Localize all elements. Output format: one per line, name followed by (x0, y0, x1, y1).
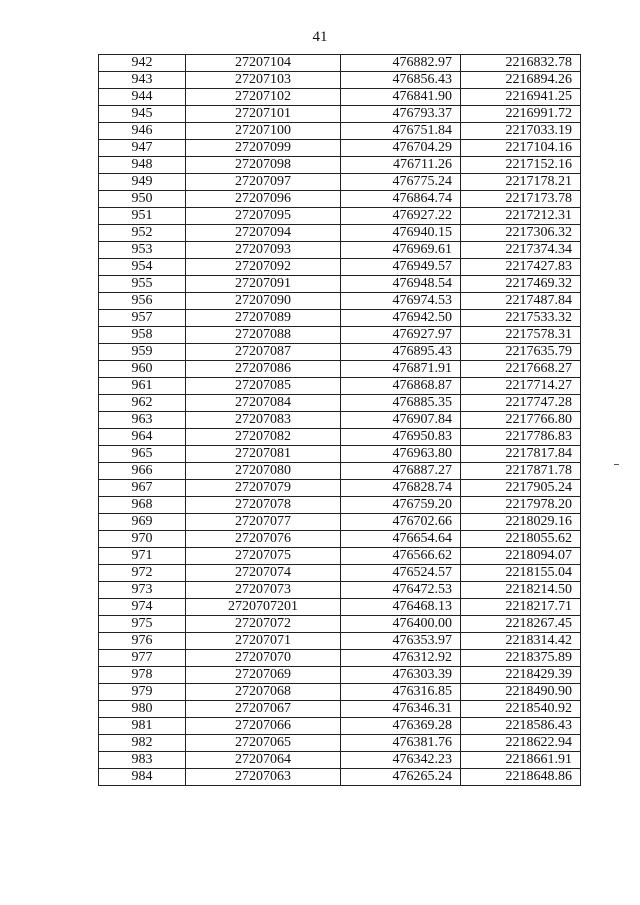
cell-point-id: 27207073 (186, 582, 341, 599)
cell-x: 476882.97 (341, 55, 461, 72)
table-row (99, 684, 581, 701)
cell-point-id: 27207074 (186, 565, 341, 582)
cell-y: 2217487.84 (461, 293, 581, 310)
cell-row-index: 946 (99, 123, 186, 140)
table-row (99, 531, 581, 548)
table-row (99, 446, 581, 463)
cell-y: 2218540.92 (461, 701, 581, 718)
cell-x: 476566.62 (341, 548, 461, 565)
cell-row-index: 973 (99, 582, 186, 599)
cell-x: 476759.20 (341, 497, 461, 514)
cell-point-id: 27207091 (186, 276, 341, 293)
cell-point-id: 2720707201 (186, 599, 341, 616)
cell-row-index: 980 (99, 701, 186, 718)
cell-y: 2216832.78 (461, 55, 581, 72)
cell-point-id: 27207068 (186, 684, 341, 701)
cell-y: 2218661.91 (461, 752, 581, 769)
cell-row-index: 962 (99, 395, 186, 412)
cell-y: 2218267.45 (461, 616, 581, 633)
cell-y: 2218429.39 (461, 667, 581, 684)
cell-y: 2216991.72 (461, 106, 581, 123)
cell-point-id: 27207075 (186, 548, 341, 565)
cell-y: 2217578.31 (461, 327, 581, 344)
cell-x: 476895.43 (341, 344, 461, 361)
cell-row-index: 963 (99, 412, 186, 429)
cell-row-index: 979 (99, 684, 186, 701)
table-row (99, 463, 581, 480)
cell-row-index: 944 (99, 89, 186, 106)
cell-row-index: 950 (99, 191, 186, 208)
cell-x: 476864.74 (341, 191, 461, 208)
table-row (99, 293, 581, 310)
table-row (99, 548, 581, 565)
cell-point-id: 27207067 (186, 701, 341, 718)
cell-y: 2216941.25 (461, 89, 581, 106)
cell-x: 476316.85 (341, 684, 461, 701)
cell-y: 2217786.83 (461, 429, 581, 446)
cell-y: 2217104.16 (461, 140, 581, 157)
cell-x: 476468.13 (341, 599, 461, 616)
cell-y: 2218094.07 (461, 548, 581, 565)
table-row (99, 514, 581, 531)
table-row (99, 242, 581, 259)
cell-point-id: 27207076 (186, 531, 341, 548)
cell-y: 2218055.62 (461, 531, 581, 548)
cell-point-id: 27207090 (186, 293, 341, 310)
cell-y: 2217978.20 (461, 497, 581, 514)
table-row (99, 89, 581, 106)
cell-y: 2217766.80 (461, 412, 581, 429)
cell-x: 476927.97 (341, 327, 461, 344)
cell-row-index: 961 (99, 378, 186, 395)
cell-x: 476312.92 (341, 650, 461, 667)
cell-row-index: 954 (99, 259, 186, 276)
table-row (99, 497, 581, 514)
cell-row-index: 960 (99, 361, 186, 378)
cell-x: 476524.57 (341, 565, 461, 582)
cell-row-index: 983 (99, 752, 186, 769)
cell-x: 476969.61 (341, 242, 461, 259)
table-row (99, 259, 581, 276)
table-row (99, 140, 581, 157)
cell-x: 476303.39 (341, 667, 461, 684)
cell-x: 476950.83 (341, 429, 461, 446)
cell-x: 476702.66 (341, 514, 461, 531)
cell-x: 476704.29 (341, 140, 461, 157)
cell-point-id: 27207082 (186, 429, 341, 446)
cell-point-id: 27207103 (186, 72, 341, 89)
cell-row-index: 971 (99, 548, 186, 565)
cell-x: 476942.50 (341, 310, 461, 327)
cell-row-index: 984 (99, 769, 186, 786)
cell-y: 2217905.24 (461, 480, 581, 497)
cell-point-id: 27207070 (186, 650, 341, 667)
cell-y: 2217714.27 (461, 378, 581, 395)
cell-x: 476654.64 (341, 531, 461, 548)
cell-y: 2217817.84 (461, 446, 581, 463)
cell-row-index: 949 (99, 174, 186, 191)
table-row (99, 667, 581, 684)
cell-point-id: 27207095 (186, 208, 341, 225)
cell-row-index: 964 (99, 429, 186, 446)
cell-row-index: 955 (99, 276, 186, 293)
cell-x: 476346.31 (341, 701, 461, 718)
cell-y: 2218648.86 (461, 769, 581, 786)
cell-x: 476907.84 (341, 412, 461, 429)
table-row (99, 106, 581, 123)
cell-row-index: 970 (99, 531, 186, 548)
cell-point-id: 27207086 (186, 361, 341, 378)
cell-row-index: 959 (99, 344, 186, 361)
table-row (99, 735, 581, 752)
cell-row-index: 972 (99, 565, 186, 582)
cell-x: 476369.28 (341, 718, 461, 735)
cell-y: 2218622.94 (461, 735, 581, 752)
table-row (99, 480, 581, 497)
cell-x: 476841.90 (341, 89, 461, 106)
cell-row-index: 956 (99, 293, 186, 310)
table-row (99, 157, 581, 174)
cell-y: 2217668.27 (461, 361, 581, 378)
table-row (99, 378, 581, 395)
cell-x: 476887.27 (341, 463, 461, 480)
table-row (99, 429, 581, 446)
cell-row-index: 945 (99, 106, 186, 123)
cell-y: 2217173.78 (461, 191, 581, 208)
cell-point-id: 27207101 (186, 106, 341, 123)
table-row (99, 327, 581, 344)
cell-row-index: 942 (99, 55, 186, 72)
cell-point-id: 27207092 (186, 259, 341, 276)
cell-x: 476775.24 (341, 174, 461, 191)
table-row (99, 55, 581, 72)
cell-x: 476381.76 (341, 735, 461, 752)
table-row (99, 565, 581, 582)
cell-x: 476963.80 (341, 446, 461, 463)
cell-row-index: 982 (99, 735, 186, 752)
table-row (99, 208, 581, 225)
cell-row-index: 968 (99, 497, 186, 514)
cell-x: 476793.37 (341, 106, 461, 123)
cell-y: 2217469.32 (461, 276, 581, 293)
table-row (99, 123, 581, 140)
cell-x: 476974.53 (341, 293, 461, 310)
cell-x: 476885.35 (341, 395, 461, 412)
cell-row-index: 953 (99, 242, 186, 259)
cell-y: 2217212.31 (461, 208, 581, 225)
cell-point-id: 27207089 (186, 310, 341, 327)
cell-point-id: 27207102 (186, 89, 341, 106)
cell-point-id: 27207078 (186, 497, 341, 514)
cell-point-id: 27207085 (186, 378, 341, 395)
coordinates-table-body (99, 55, 581, 786)
cell-point-id: 27207087 (186, 344, 341, 361)
cell-point-id: 27207066 (186, 718, 341, 735)
cell-row-index: 957 (99, 310, 186, 327)
cell-x: 476948.54 (341, 276, 461, 293)
cell-point-id: 27207080 (186, 463, 341, 480)
cell-point-id: 27207093 (186, 242, 341, 259)
table-row (99, 344, 581, 361)
table-row (99, 310, 581, 327)
cell-point-id: 27207083 (186, 412, 341, 429)
cell-row-index: 967 (99, 480, 186, 497)
cell-point-id: 27207096 (186, 191, 341, 208)
cell-y: 2217427.83 (461, 259, 581, 276)
cell-point-id: 27207084 (186, 395, 341, 412)
table-row (99, 395, 581, 412)
cell-x: 476472.53 (341, 582, 461, 599)
table-row (99, 718, 581, 735)
cell-y: 2217871.78 (461, 463, 581, 480)
cell-x: 476711.26 (341, 157, 461, 174)
cell-row-index: 969 (99, 514, 186, 531)
cell-y: 2217533.32 (461, 310, 581, 327)
cell-row-index: 958 (99, 327, 186, 344)
cell-y: 2217635.79 (461, 344, 581, 361)
cell-point-id: 27207065 (186, 735, 341, 752)
table-row (99, 412, 581, 429)
cell-x: 476871.91 (341, 361, 461, 378)
cell-point-id: 27207098 (186, 157, 341, 174)
cell-y: 2218029.16 (461, 514, 581, 531)
cell-y: 2217178.21 (461, 174, 581, 191)
cell-point-id: 27207077 (186, 514, 341, 531)
table-row (99, 174, 581, 191)
cell-point-id: 27207088 (186, 327, 341, 344)
cell-y: 2216894.26 (461, 72, 581, 89)
cell-row-index: 951 (99, 208, 186, 225)
cell-x: 476265.24 (341, 769, 461, 786)
cell-row-index: 978 (99, 667, 186, 684)
cell-x: 476751.84 (341, 123, 461, 140)
cell-point-id: 27207097 (186, 174, 341, 191)
cell-row-index: 952 (99, 225, 186, 242)
cell-row-index: 981 (99, 718, 186, 735)
cell-x: 476927.22 (341, 208, 461, 225)
table-row (99, 769, 581, 786)
table-row (99, 599, 581, 616)
cell-x: 476949.57 (341, 259, 461, 276)
cell-row-index: 943 (99, 72, 186, 89)
cell-y: 2218375.89 (461, 650, 581, 667)
cell-row-index: 947 (99, 140, 186, 157)
page-number: 41 (312, 29, 328, 45)
cell-y: 2218217.71 (461, 599, 581, 616)
cell-point-id: 27207104 (186, 55, 341, 72)
cell-y: 2217747.28 (461, 395, 581, 412)
cell-y: 2218490.90 (461, 684, 581, 701)
cell-row-index: 966 (99, 463, 186, 480)
cell-point-id: 27207100 (186, 123, 341, 140)
cell-x: 476856.43 (341, 72, 461, 89)
cell-x: 476940.15 (341, 225, 461, 242)
cell-point-id: 27207064 (186, 752, 341, 769)
table-row (99, 701, 581, 718)
coordinates-table (98, 54, 581, 786)
table-row (99, 72, 581, 89)
table-row (99, 191, 581, 208)
cell-y: 2218155.04 (461, 565, 581, 582)
cell-y: 2217033.19 (461, 123, 581, 140)
cell-row-index: 975 (99, 616, 186, 633)
cell-y: 2218586.43 (461, 718, 581, 735)
cell-point-id: 27207071 (186, 633, 341, 650)
cell-y: 2218314.42 (461, 633, 581, 650)
cell-point-id: 27207094 (186, 225, 341, 242)
cell-y: 2218214.50 (461, 582, 581, 599)
table-row (99, 752, 581, 769)
cell-y: 2217306.32 (461, 225, 581, 242)
table-row (99, 582, 581, 599)
cell-row-index: 976 (99, 633, 186, 650)
cell-point-id: 27207069 (186, 667, 341, 684)
cell-x: 476828.74 (341, 480, 461, 497)
cell-x: 476342.23 (341, 752, 461, 769)
cell-y: 2217152.16 (461, 157, 581, 174)
cell-point-id: 27207099 (186, 140, 341, 157)
cell-point-id: 27207072 (186, 616, 341, 633)
cell-row-index: 965 (99, 446, 186, 463)
cell-y: 2217374.34 (461, 242, 581, 259)
cell-row-index: 977 (99, 650, 186, 667)
cell-point-id: 27207063 (186, 769, 341, 786)
cell-point-id: 27207081 (186, 446, 341, 463)
margin-mark (614, 464, 619, 465)
table-row (99, 616, 581, 633)
cell-point-id: 27207079 (186, 480, 341, 497)
table-row (99, 276, 581, 293)
table-row (99, 361, 581, 378)
table-row (99, 633, 581, 650)
cell-x: 476353.97 (341, 633, 461, 650)
table-row (99, 225, 581, 242)
cell-x: 476868.87 (341, 378, 461, 395)
table-row (99, 650, 581, 667)
cell-x: 476400.00 (341, 616, 461, 633)
cell-row-index: 948 (99, 157, 186, 174)
cell-row-index: 974 (99, 599, 186, 616)
